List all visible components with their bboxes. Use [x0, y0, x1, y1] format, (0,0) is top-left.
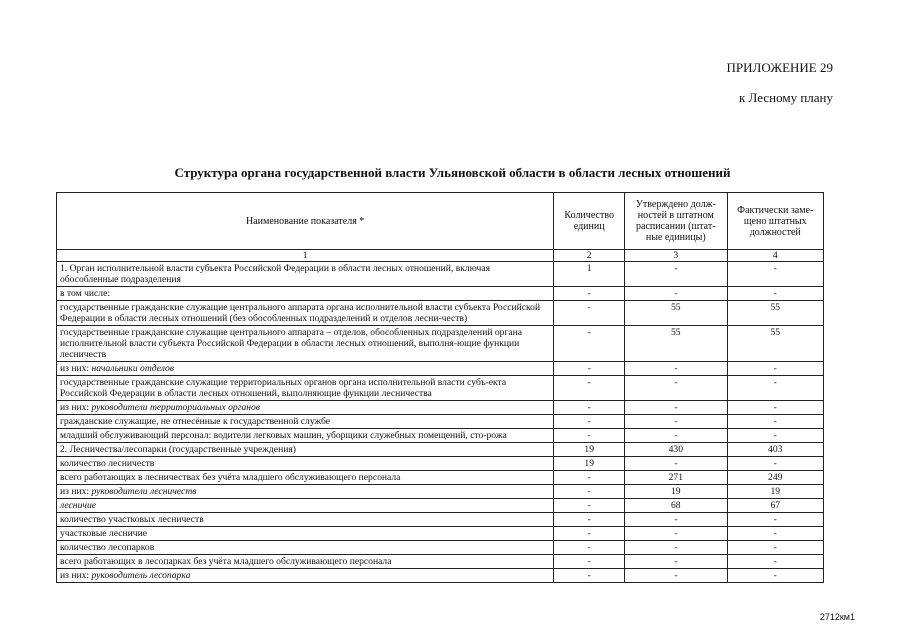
appendix-number: ПРИЛОЖЕНИЕ 29 — [726, 60, 833, 75]
row-label: 1. Орган исполнительной власти субъекта Российской Федерации в области лесных отношений, включая обособленные подразделения — [60, 263, 490, 285]
column-number: 4 — [727, 250, 824, 262]
units-cell: - — [554, 513, 625, 527]
units-cell: 1 — [554, 262, 625, 287]
units-cell: - — [554, 541, 625, 555]
indicator-cell — [57, 326, 554, 362]
table-header-row — [57, 193, 824, 250]
document-code: 2712км1 — [819, 612, 855, 622]
table-row — [57, 443, 824, 457]
filled-cell: 19 — [727, 485, 824, 499]
approved-cell: - — [625, 401, 727, 415]
column-header-approved: Утверждено долж-ностей в штатном расписании (штат-ные единицы) — [625, 193, 727, 250]
row-label: гражданские служащие, не отнесённые к государственной службе — [60, 416, 331, 427]
filled-cell: - — [727, 457, 824, 471]
units-cell: - — [554, 362, 625, 376]
table-row — [57, 471, 824, 485]
row-label: количество лесничеств — [60, 458, 155, 469]
table-row — [57, 485, 824, 499]
table-body — [57, 262, 824, 583]
indicator-cell — [57, 287, 554, 301]
filled-cell: - — [727, 541, 824, 555]
row-label: количество участковых лесничеств — [60, 514, 204, 525]
approved-cell: - — [625, 362, 727, 376]
indicator-cell — [57, 362, 554, 376]
table-row — [57, 287, 824, 301]
approved-cell: - — [625, 262, 727, 287]
row-label: лесничие — [60, 500, 97, 511]
filled-cell: 55 — [727, 301, 824, 326]
indicator-cell — [57, 401, 554, 415]
row-label: начальники отделов — [91, 363, 175, 374]
table-row — [57, 541, 824, 555]
row-label: всего работающих в лесопарках без учёта младшего обслуживающего персонала — [60, 556, 392, 567]
approved-cell: 68 — [625, 499, 727, 513]
approved-cell: - — [625, 376, 727, 401]
indicator-cell — [57, 471, 554, 485]
units-cell: - — [554, 485, 625, 499]
filled-cell: - — [727, 527, 824, 541]
approved-cell: - — [625, 541, 727, 555]
structure-table — [56, 192, 824, 583]
table-row — [57, 555, 824, 569]
units-cell: - — [554, 376, 625, 401]
column-header-units: Количество единиц — [554, 193, 625, 250]
units-cell: - — [554, 415, 625, 429]
table-row — [57, 429, 824, 443]
row-label: государственные гражданские служащие территориальных органов органа исполнительной власти субъ-екта Российской Федерации в области лесных отношений, выполняющие функции лесничества — [60, 377, 507, 399]
column-number: 2 — [554, 250, 625, 262]
column-header-filled: Фактически заме-щено штатных должностей — [727, 193, 824, 250]
row-label: 2. Лесничества/лесопарки (государственные учреждения) — [60, 444, 296, 455]
indicator-cell — [57, 485, 554, 499]
units-cell: 19 — [554, 443, 625, 457]
row-label: руководители лесничеств — [91, 486, 197, 497]
filled-cell: - — [727, 429, 824, 443]
indicator-cell — [57, 443, 554, 457]
indicator-cell — [57, 555, 554, 569]
approved-cell: 19 — [625, 485, 727, 499]
row-prefix: из них: — [60, 570, 92, 581]
appendix-subtitle: к Лесному плану — [738, 90, 833, 105]
indicator-cell — [57, 301, 554, 326]
approved-cell: 271 — [625, 471, 727, 485]
row-label: государственные гражданские служащие центрального аппарата – отделов, обособленных подразделений органа исполнительной власти субъекта Российской Федерации в области лесных отношений, выполня-ющие функции лесничеств — [60, 327, 523, 360]
document-title: Структура органа государственной власти Ульяновской области в области лесных отношений — [174, 165, 731, 180]
row-prefix: из них: — [60, 402, 92, 413]
units-cell: - — [554, 555, 625, 569]
units-cell: - — [554, 471, 625, 485]
indicator-cell — [57, 262, 554, 287]
indicator-cell — [57, 429, 554, 443]
units-cell: - — [554, 287, 625, 301]
row-label: государственные гражданские служащие центрального аппарата органа исполнительной власти субъекта Российской Федерации в области лесных отношений (без обособленных подразделений и отделов лесни-честв) — [60, 302, 541, 324]
approved-cell: 55 — [625, 301, 727, 326]
filled-cell: - — [727, 362, 824, 376]
filled-cell: 403 — [727, 443, 824, 457]
units-cell: 19 — [554, 457, 625, 471]
indicator-cell — [57, 527, 554, 541]
row-label: руководители территориальных органов — [91, 402, 260, 413]
row-label: младший обслуживающий персонал: водители легковых машин, уборщики служебных помещений, сто-рожа — [60, 430, 507, 441]
table-row — [57, 376, 824, 401]
filled-cell: - — [727, 287, 824, 301]
approved-cell: - — [625, 287, 727, 301]
filled-cell: 55 — [727, 326, 824, 362]
units-cell: - — [554, 301, 625, 326]
table-row — [57, 513, 824, 527]
filled-cell: - — [727, 513, 824, 527]
filled-cell: - — [727, 415, 824, 429]
row-prefix: из них: — [60, 486, 92, 497]
indicator-cell — [57, 457, 554, 471]
filled-cell: - — [727, 401, 824, 415]
row-label: в том числе: — [60, 288, 111, 299]
column-number: 1 — [57, 250, 554, 262]
table-row — [57, 457, 824, 471]
filled-cell: - — [727, 376, 824, 401]
filled-cell: 67 — [727, 499, 824, 513]
units-cell: - — [554, 569, 625, 583]
table-row — [57, 401, 824, 415]
units-cell: - — [554, 326, 625, 362]
filled-cell: - — [727, 569, 824, 583]
units-cell: - — [554, 527, 625, 541]
column-header-indicator: Наименование показателя * — [57, 193, 554, 250]
row-label: руководитель лесопарка — [91, 570, 191, 581]
table-row — [57, 415, 824, 429]
column-number-row — [57, 250, 824, 262]
filled-cell: 249 — [727, 471, 824, 485]
table-row — [57, 362, 824, 376]
units-cell: - — [554, 401, 625, 415]
units-cell: - — [554, 499, 625, 513]
indicator-cell — [57, 541, 554, 555]
filled-cell: - — [727, 262, 824, 287]
approved-cell: - — [625, 513, 727, 527]
units-cell: - — [554, 429, 625, 443]
filled-cell: - — [727, 555, 824, 569]
table-row — [57, 301, 824, 326]
approved-cell: - — [625, 429, 727, 443]
row-label: количество лесопарков — [60, 542, 155, 553]
approved-cell: - — [625, 569, 727, 583]
table-row — [57, 499, 824, 513]
column-number: 3 — [625, 250, 727, 262]
approved-cell: - — [625, 415, 727, 429]
approved-cell: 430 — [625, 443, 727, 457]
table-row — [57, 569, 824, 583]
indicator-cell — [57, 513, 554, 527]
indicator-cell — [57, 376, 554, 401]
indicator-cell — [57, 415, 554, 429]
row-label: всего работающих в лесничествах без учёта младшего обслуживающего персонала — [60, 472, 401, 483]
approved-cell: - — [625, 527, 727, 541]
indicator-cell — [57, 499, 554, 513]
approved-cell: - — [625, 555, 727, 569]
row-label: участковые лесничие — [60, 528, 147, 539]
indicator-cell — [57, 569, 554, 583]
approved-cell: 55 — [625, 326, 727, 362]
table-row — [57, 527, 824, 541]
approved-cell: - — [625, 457, 727, 471]
table-row — [57, 326, 824, 362]
row-prefix: из них: — [60, 363, 92, 374]
table-row — [57, 262, 824, 287]
